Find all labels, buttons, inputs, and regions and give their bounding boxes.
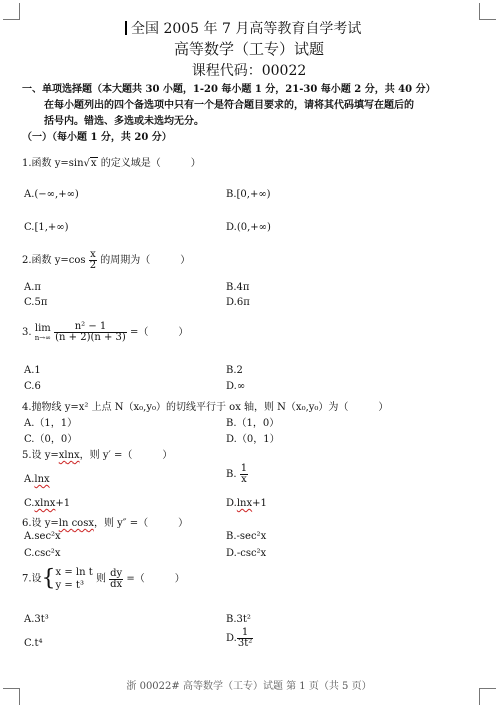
q5-option-d: D.lnx+1	[226, 498, 267, 509]
q2-option-b: B.4π	[226, 282, 250, 293]
crop-mark-top-left	[3, 3, 20, 20]
q7-d-fraction: $\frac{1}{\text{3t²}}$	[237, 627, 253, 649]
q1-option-b: B.[0,+∞)	[226, 189, 271, 200]
subject-title: 高等数学（工专）试题	[173, 40, 324, 58]
q5-function: xlnx	[58, 450, 80, 461]
q2-option-a: A.π	[24, 282, 41, 293]
q7-option-c: C.t⁴	[24, 638, 43, 649]
q6-function: ln cosx	[58, 518, 94, 529]
q4-option-c: C.（0，0）	[24, 434, 78, 445]
q2-prefix: 2.函数 y=cos	[22, 255, 86, 266]
q1-prefix: 1.函数 y=sin	[22, 158, 84, 169]
question-5: 5.设 y=xlnx，则 y′ =（ ）	[22, 450, 173, 461]
q6-option-d: D.-csc²x	[226, 548, 267, 559]
q5-option-b: B. $\frac{1}{x}$	[226, 463, 248, 485]
q7-option-d: D. $\frac{1}{\text{3t²}}$	[226, 627, 253, 649]
question-2	[22, 250, 190, 271]
cursor-bar	[125, 21, 127, 35]
q5-option-a: A.lnx	[24, 474, 50, 485]
q6-option-c: C.csc²x	[24, 548, 61, 559]
q3-prefix: 3.	[22, 327, 32, 338]
q3-suffix: =（ ）	[130, 327, 189, 338]
crop-mark-top-right	[479, 3, 496, 20]
q4-option-a: A.（1，1）	[24, 418, 78, 429]
q2-suffix: 的周期为（ ）	[100, 255, 191, 266]
q5-b-fraction: $\frac{1}{x}$	[240, 463, 248, 485]
q7-option-b: B.3t²	[226, 614, 251, 625]
question-3	[22, 322, 188, 343]
q3-option-c: C.6	[24, 381, 41, 392]
exam-title-text: 全国 2005 年 7 月高等教育自学考试	[131, 21, 362, 37]
question-4: 4.抛物线 y=x² 上点 N（x₀,y₀）的切线平行于 ox 轴，则 N（x₀,y₀）为（ ）	[22, 402, 389, 413]
question-7: 7.设{ x = ln t y = t³ 则 $\frac{dy}{dx}$ =（ ）	[22, 566, 185, 591]
q2-fraction: $\frac{x}{2}$	[89, 249, 97, 271]
instructions-line-1: 在每小题列出的四个备选项中只有一个是符合题目要求的，请将其代码填写在题后的	[44, 100, 414, 111]
q3-option-b: B.2	[226, 365, 243, 376]
q7-equation-system: x = ln t y = t³	[55, 567, 93, 591]
question-6: 6.设 y=ln cosx，则 y″ =（ ）	[22, 518, 189, 529]
q5-option-c: C.xlnx+1	[24, 498, 71, 509]
section-title: 一、单项选择题（本大题共 30 小题，1-20 每小题 1 分，21-30 每小题 2 分，共 40 分）	[22, 84, 436, 95]
q1-sqrt-arg: x	[90, 158, 97, 169]
q3-fraction: $\frac{\text{n² − 1}}{(n + 2)(n + 3)}$	[55, 321, 126, 343]
q4-option-d: D.（0，1）	[226, 434, 280, 445]
q6-option-b: B.-sec²x	[226, 531, 267, 542]
q4-option-b: B.（1，0）	[226, 418, 280, 429]
q1-option-c: C.[1,+∞)	[24, 222, 69, 233]
instructions-line-2: 括号内。错选、多选或未选均无分。	[44, 116, 204, 127]
q7-brace: {	[41, 566, 56, 591]
q1-option-d: D.(0,+∞)	[226, 222, 271, 233]
q7-fraction: $\frac{dy}{dx}$	[110, 567, 123, 590]
q3-option-a: A.1	[24, 365, 41, 376]
subsection-title: （一）（每小题 1 分，共 20 分）	[22, 132, 172, 143]
q1-option-a: A.(−∞,+∞)	[24, 189, 79, 200]
q2-option-c: C.5π	[24, 297, 48, 308]
q6-option-a: A.sec²x	[24, 531, 61, 542]
exam-title	[125, 18, 361, 38]
q1-suffix: 的定义域是（ ）	[100, 158, 201, 169]
q7-option-a: A.3t³	[24, 614, 49, 625]
page-footer: 浙 00022# 高等数学（工专）试题 第 1 页（共 5 页）	[126, 681, 372, 692]
question-1: 1.函数 y=sin√x 的定义域是（ ）	[22, 158, 201, 169]
q2-option-d: D.6π	[226, 297, 250, 308]
course-code: 课程代码：00022	[191, 63, 307, 79]
q3-limit: lim n→∞	[34, 322, 51, 342]
q3-option-d: D.∞	[226, 381, 246, 392]
